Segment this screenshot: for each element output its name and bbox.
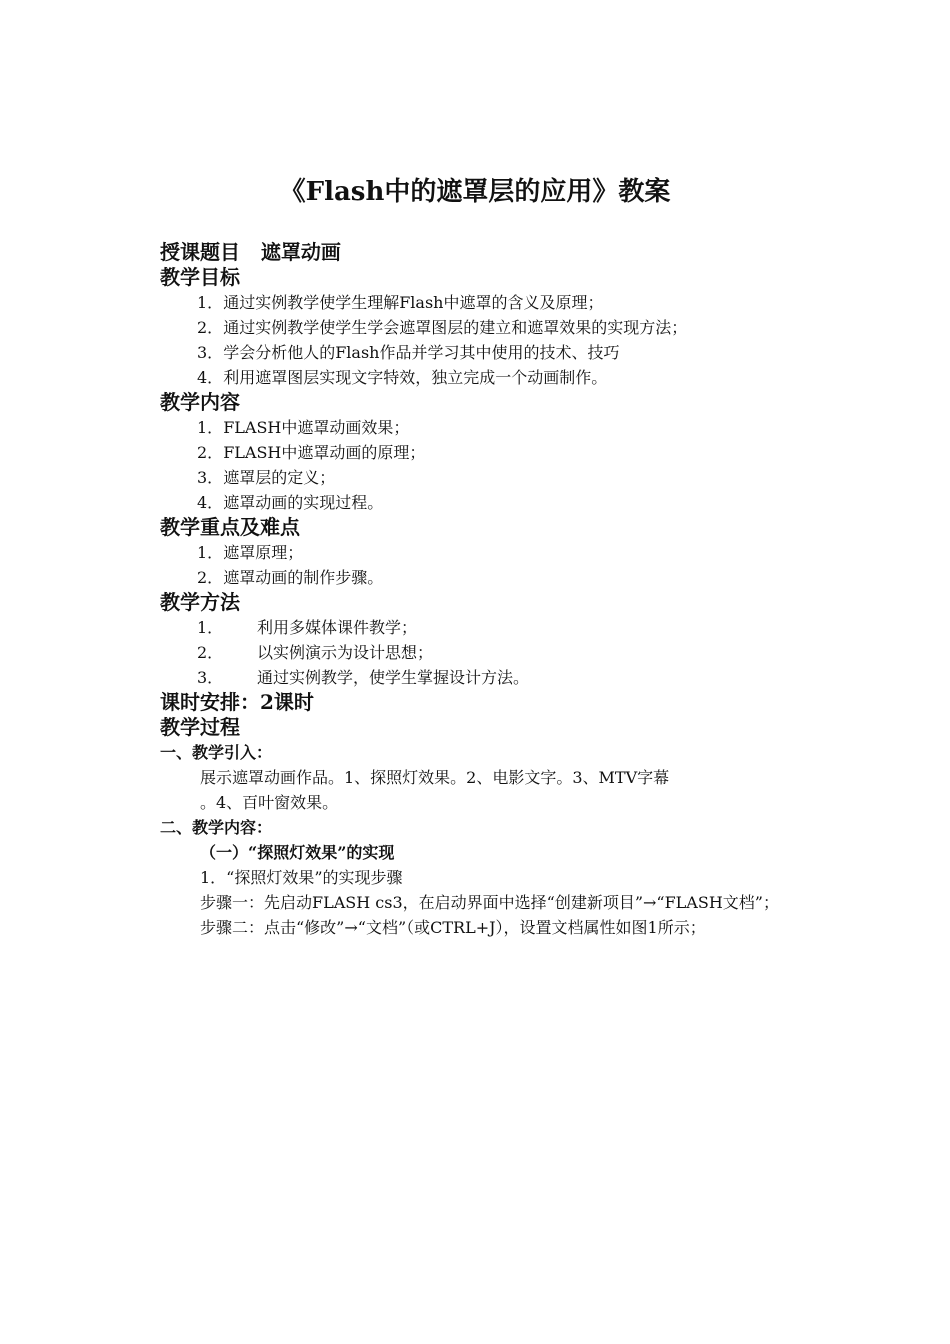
steps-title: 1．“探照灯效果”的实现步骤 xyxy=(200,868,403,887)
topic-label: 授课题目 xyxy=(160,240,240,264)
subsection-heading: （一）“探照灯效果”的实现 xyxy=(200,843,395,862)
intro-text-line-1: 展示遮罩动画作品。1、探照灯效果。2、电影文字。3、MTV字幕 xyxy=(200,768,670,787)
item-number: 2． xyxy=(197,318,224,337)
item-number: 2． xyxy=(197,443,224,462)
keypoint-item xyxy=(160,540,860,565)
objectives-heading: 教学目标 xyxy=(160,265,240,289)
item-text: 遮罩层的定义； xyxy=(223,468,336,487)
objective-item xyxy=(160,340,860,365)
contents-heading: 教学内容 xyxy=(160,390,240,414)
item-text: 以实例演示为设计思想； xyxy=(257,643,434,662)
item-number: 3． xyxy=(197,668,224,687)
item-number: 2． xyxy=(197,568,224,587)
topic-value: 遮罩动画 xyxy=(260,240,341,264)
item-text: 遮罩原理； xyxy=(223,543,304,562)
item-number: 4． xyxy=(197,368,224,387)
item-text: FLASH中遮罩动画的原理； xyxy=(223,443,426,462)
item-number: 1． xyxy=(197,618,224,637)
method-item xyxy=(160,665,860,690)
objective-item xyxy=(160,290,860,315)
item-text: 利用多媒体课件教学； xyxy=(257,618,418,637)
schedule-heading: 课时安排：2课时 xyxy=(160,690,314,714)
topic-line xyxy=(160,240,860,265)
item-text: 通过实例教学使学生学会遮罩图层的建立和遮罩效果的实现方法； xyxy=(223,318,688,337)
item-text: FLASH中遮罩动画效果； xyxy=(223,418,410,437)
keypoint-item xyxy=(160,565,860,590)
document-body xyxy=(160,240,860,940)
content-item xyxy=(160,490,860,515)
item-number: 3． xyxy=(197,468,224,487)
item-number: 2． xyxy=(197,643,224,662)
item-number: 1． xyxy=(197,293,224,312)
intro-text-line-2: 。4、百叶窗效果。 xyxy=(200,793,339,812)
content-item xyxy=(160,465,860,490)
method-item xyxy=(160,615,860,640)
item-text: 通过实例教学使学生理解Flash中遮罩的含义及原理； xyxy=(223,293,604,312)
step-one-paragraph: 步骤一：先启动FLASH cs3，在启动界面中选择“创建新项目”→“FLASH文档”； xyxy=(200,893,779,912)
methods-heading: 教学方法 xyxy=(160,590,240,614)
item-text: 遮罩动画的实现过程。 xyxy=(223,493,384,512)
item-text: 通过实例教学，使学生掌握设计方法。 xyxy=(257,668,530,687)
content-item xyxy=(160,440,860,465)
document-title: 《Flash中的遮罩层的应用》教案 xyxy=(279,177,671,207)
method-item xyxy=(160,640,860,665)
item-text: 学会分析他人的Flash作品并学习其中使用的技术、技巧 xyxy=(223,343,620,362)
step-two-paragraph: 步骤二：点击“修改”→“文档”（或CTRL+J），设置文档属性如图1所示； xyxy=(200,918,706,937)
content-item xyxy=(160,415,860,440)
item-text: 利用遮罩图层实现文字特效，独立完成一个动画制作。 xyxy=(223,368,608,387)
objective-item xyxy=(160,365,860,390)
item-number: 4． xyxy=(197,493,224,512)
objective-item xyxy=(160,315,860,340)
keypoints-heading: 教学重点及难点 xyxy=(160,515,300,539)
item-number: 1． xyxy=(197,543,224,562)
process-heading: 教学过程 xyxy=(160,715,240,739)
content-heading: 二、教学内容： xyxy=(160,818,273,837)
item-text: 遮罩动画的制作步骤。 xyxy=(223,568,384,587)
item-number: 3． xyxy=(197,343,224,362)
intro-heading: 一、教学引入： xyxy=(160,743,273,762)
item-number: 1． xyxy=(197,418,224,437)
